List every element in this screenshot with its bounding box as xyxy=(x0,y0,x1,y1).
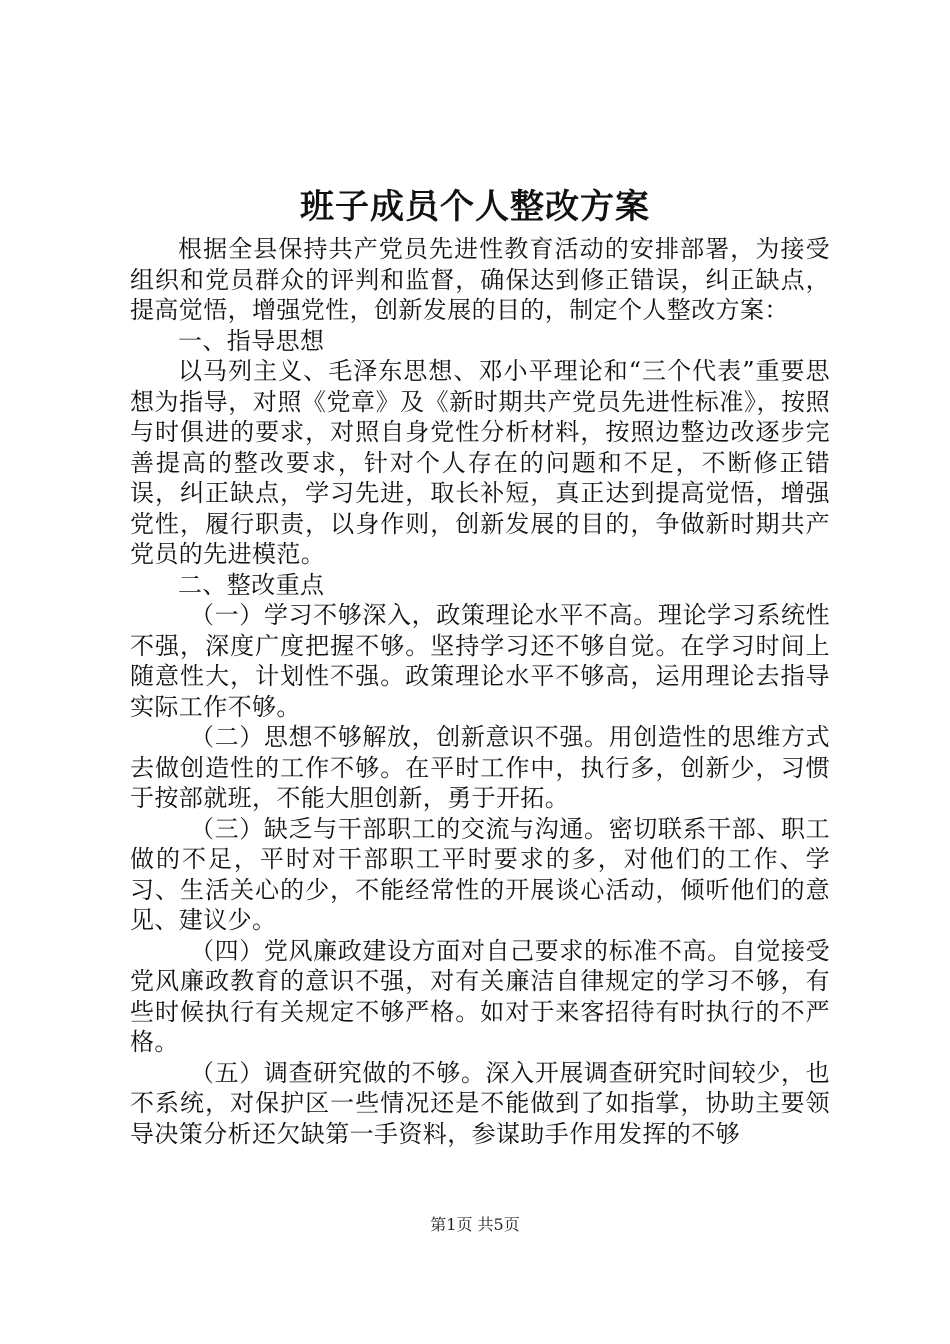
intro-paragraph: 根据全县保持共产党员先进性教育活动的安排部署，为接受组织和党员群众的评判和监督，确保达到修正错误，纠正缺点，提高觉悟，增强党性，创新发展的目的，制定个人整改方案： xyxy=(130,235,830,324)
document-title: 班子成员个人整改方案 xyxy=(300,187,650,227)
guiding-thought-paragraph: 以马列主义、毛泽东思想、邓小平理论和“三个代表”重要思想为指导，对照《党章》及《新时期共产党员先进性标准》，按照与时俱进的要求，对照自身党性分析材料，按照边整边改逐步完善提高的整改要求，针对个人存在的问题和不足，不断修正错误，纠正缺点，学习先进，取长补短，真正达到提高觉悟，增强党性，履行职责，以身作则，创新发展的目的，争做新时期共产党员的先进模范。 xyxy=(130,357,830,568)
key-point-2: （二）思想不够解放，创新意识不强。用创造性的思维方式去做创造性的工作不够。在平时工作中，执行多，创新少，习惯于按部就班，不能大胆创新，勇于开拓。 xyxy=(130,723,830,812)
key-point-3: （三）缺乏与干部职工的交流与沟通。密切联系干部、职工做的不足，平时对干部职工平时要求的多，对他们的工作、学习、生活关心的少，不能经常性的开展谈心活动，倾听他们的意见、建议少。 xyxy=(130,814,830,934)
key-point-4: （四）党风廉政建设方面对自己要求的标准不高。自觉接受党风廉政教育的意识不强，对有关廉洁自律规定的学习不够，有些时候执行有关规定不够严格。如对于来客招待有时执行的不严格。 xyxy=(130,936,830,1056)
key-point-5: （五）调查研究做的不够。深入开展调查研究时间较少，也不系统，对保护区一些情况还是不能做到了如指掌，协助主要领导决策分析还欠缺第一手资料，参谋助手作用发挥的不够 xyxy=(130,1058,830,1148)
page-number-footer: 第1页 共5页 xyxy=(430,1215,520,1234)
section-heading-key-points: 二、整改重点 xyxy=(178,570,325,599)
document-body xyxy=(130,234,830,1149)
key-point-1: （一）学习不够深入，政策理论水平不高。理论学习系统性不强，深度广度把握不够。坚持学习还不够自觉。在学习时间上随意性大，计划性不强。政策理论水平不够高，运用理论去指导实际工作不够。 xyxy=(130,601,830,721)
section-heading-guiding-thought: 一、指导思想 xyxy=(178,326,325,355)
